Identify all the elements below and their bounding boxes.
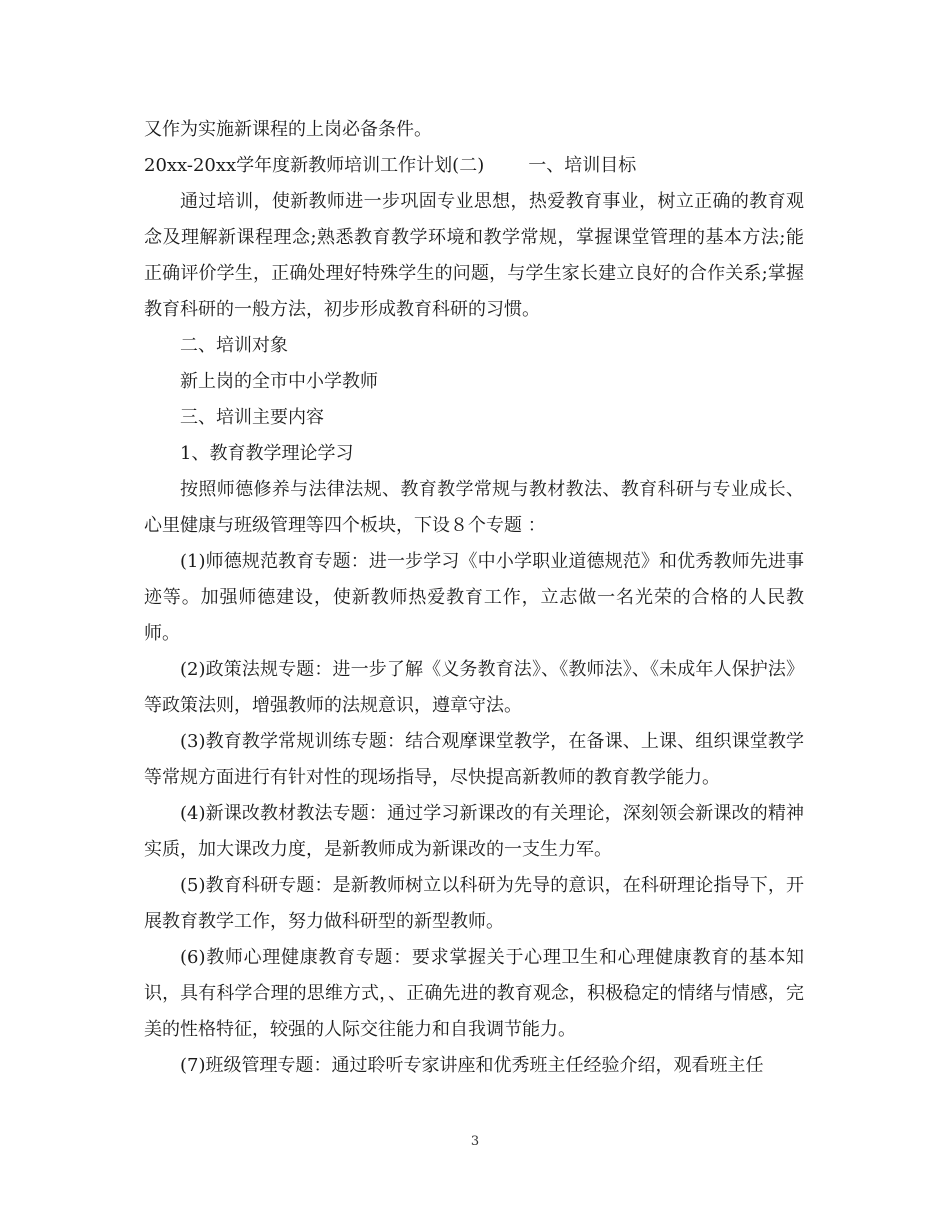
topic-item-2: (2)政策法规专题：进一步了解《义务教育法》、《教师法》、《未成年人保护法》等政策法则，增强教师的法规意识，遵章守法。 bbox=[144, 659, 804, 716]
paragraph-continuation: 又作为实施新课程的上岗必备条件。 bbox=[144, 119, 432, 140]
plan-title: 20xx-20xx学年度新教师培训工作计划(二) bbox=[144, 155, 485, 176]
topic-item-4: (4)新课改教材教法专题：通过学习新课改的有关理论，深刻领会新课改的精神实质，加大课改力度，是新教师成为新课改的一支生力军。 bbox=[144, 803, 804, 860]
topic-item-1: (1)师德规范教育专题：进一步学习《中小学职业道德规范》和优秀教师先进事迹等。加强师德建设，使新教师热爱教育工作，立志做一名光荣的合格的人民教师。 bbox=[144, 551, 804, 644]
topic-item-3: (3)教育教学常规训练专题：结合观摩课堂教学，在备课、上课、组织课堂教学等常规方面进行有针对性的现场指导，尽快提高新教师的教育教学能力。 bbox=[144, 731, 804, 788]
topic-item-5: (5)教育科研专题：是新教师树立以科研为先导的意识，在科研理论指导下，开展教育教学工作，努力做科研型的新型教师。 bbox=[144, 875, 804, 932]
section-heading-content: 三、培训主要内容 bbox=[180, 407, 324, 428]
paragraph-targets: 新上岗的全市中小学教师 bbox=[180, 371, 378, 392]
paragraph-modules: 按照师德修养与法律法规、教育教学常规与教材教法、教育科研与专业成长、心里健康与班级管理等四个板块，下设８个专题 ： bbox=[144, 479, 804, 536]
plan-heading-line bbox=[144, 148, 804, 184]
subheading-theory: 1、教育教学理论学习 bbox=[180, 443, 354, 464]
section-heading-targets: 二、培训对象 bbox=[180, 335, 288, 356]
paragraph-goals: 通过培训，使新教师进一步巩固专业思想，热爱教育事业，树立正确的教育观念及理解新课程理念;熟悉教育教学环境和教学常规，掌握课堂管理的基本方法;能正确评价学生，正确处理好特殊学生的问题，与学生家长建立良好的合作关系;掌握教育科研的一般方法，初步形成教育科研的习惯。 bbox=[144, 191, 804, 320]
section-heading-goals: 一、培训目标 bbox=[528, 155, 637, 176]
topic-item-6: (6)教师心理健康教育专题：要求掌握关于心理卫生和心理健康教育的基本知识，具有科学合理的思维方式，、正确先进的教育观念，积极稳定的情绪与情感，完美的性格特征，较强的人际交往能力和自我调节能力。 bbox=[144, 947, 804, 1040]
page-number: 3 bbox=[470, 1134, 480, 1149]
topic-item-7: (7)班级管理专题：通过聆听专家讲座和优秀班主任经验介绍，观看班主任 bbox=[180, 1055, 764, 1076]
document-body bbox=[144, 112, 804, 1084]
